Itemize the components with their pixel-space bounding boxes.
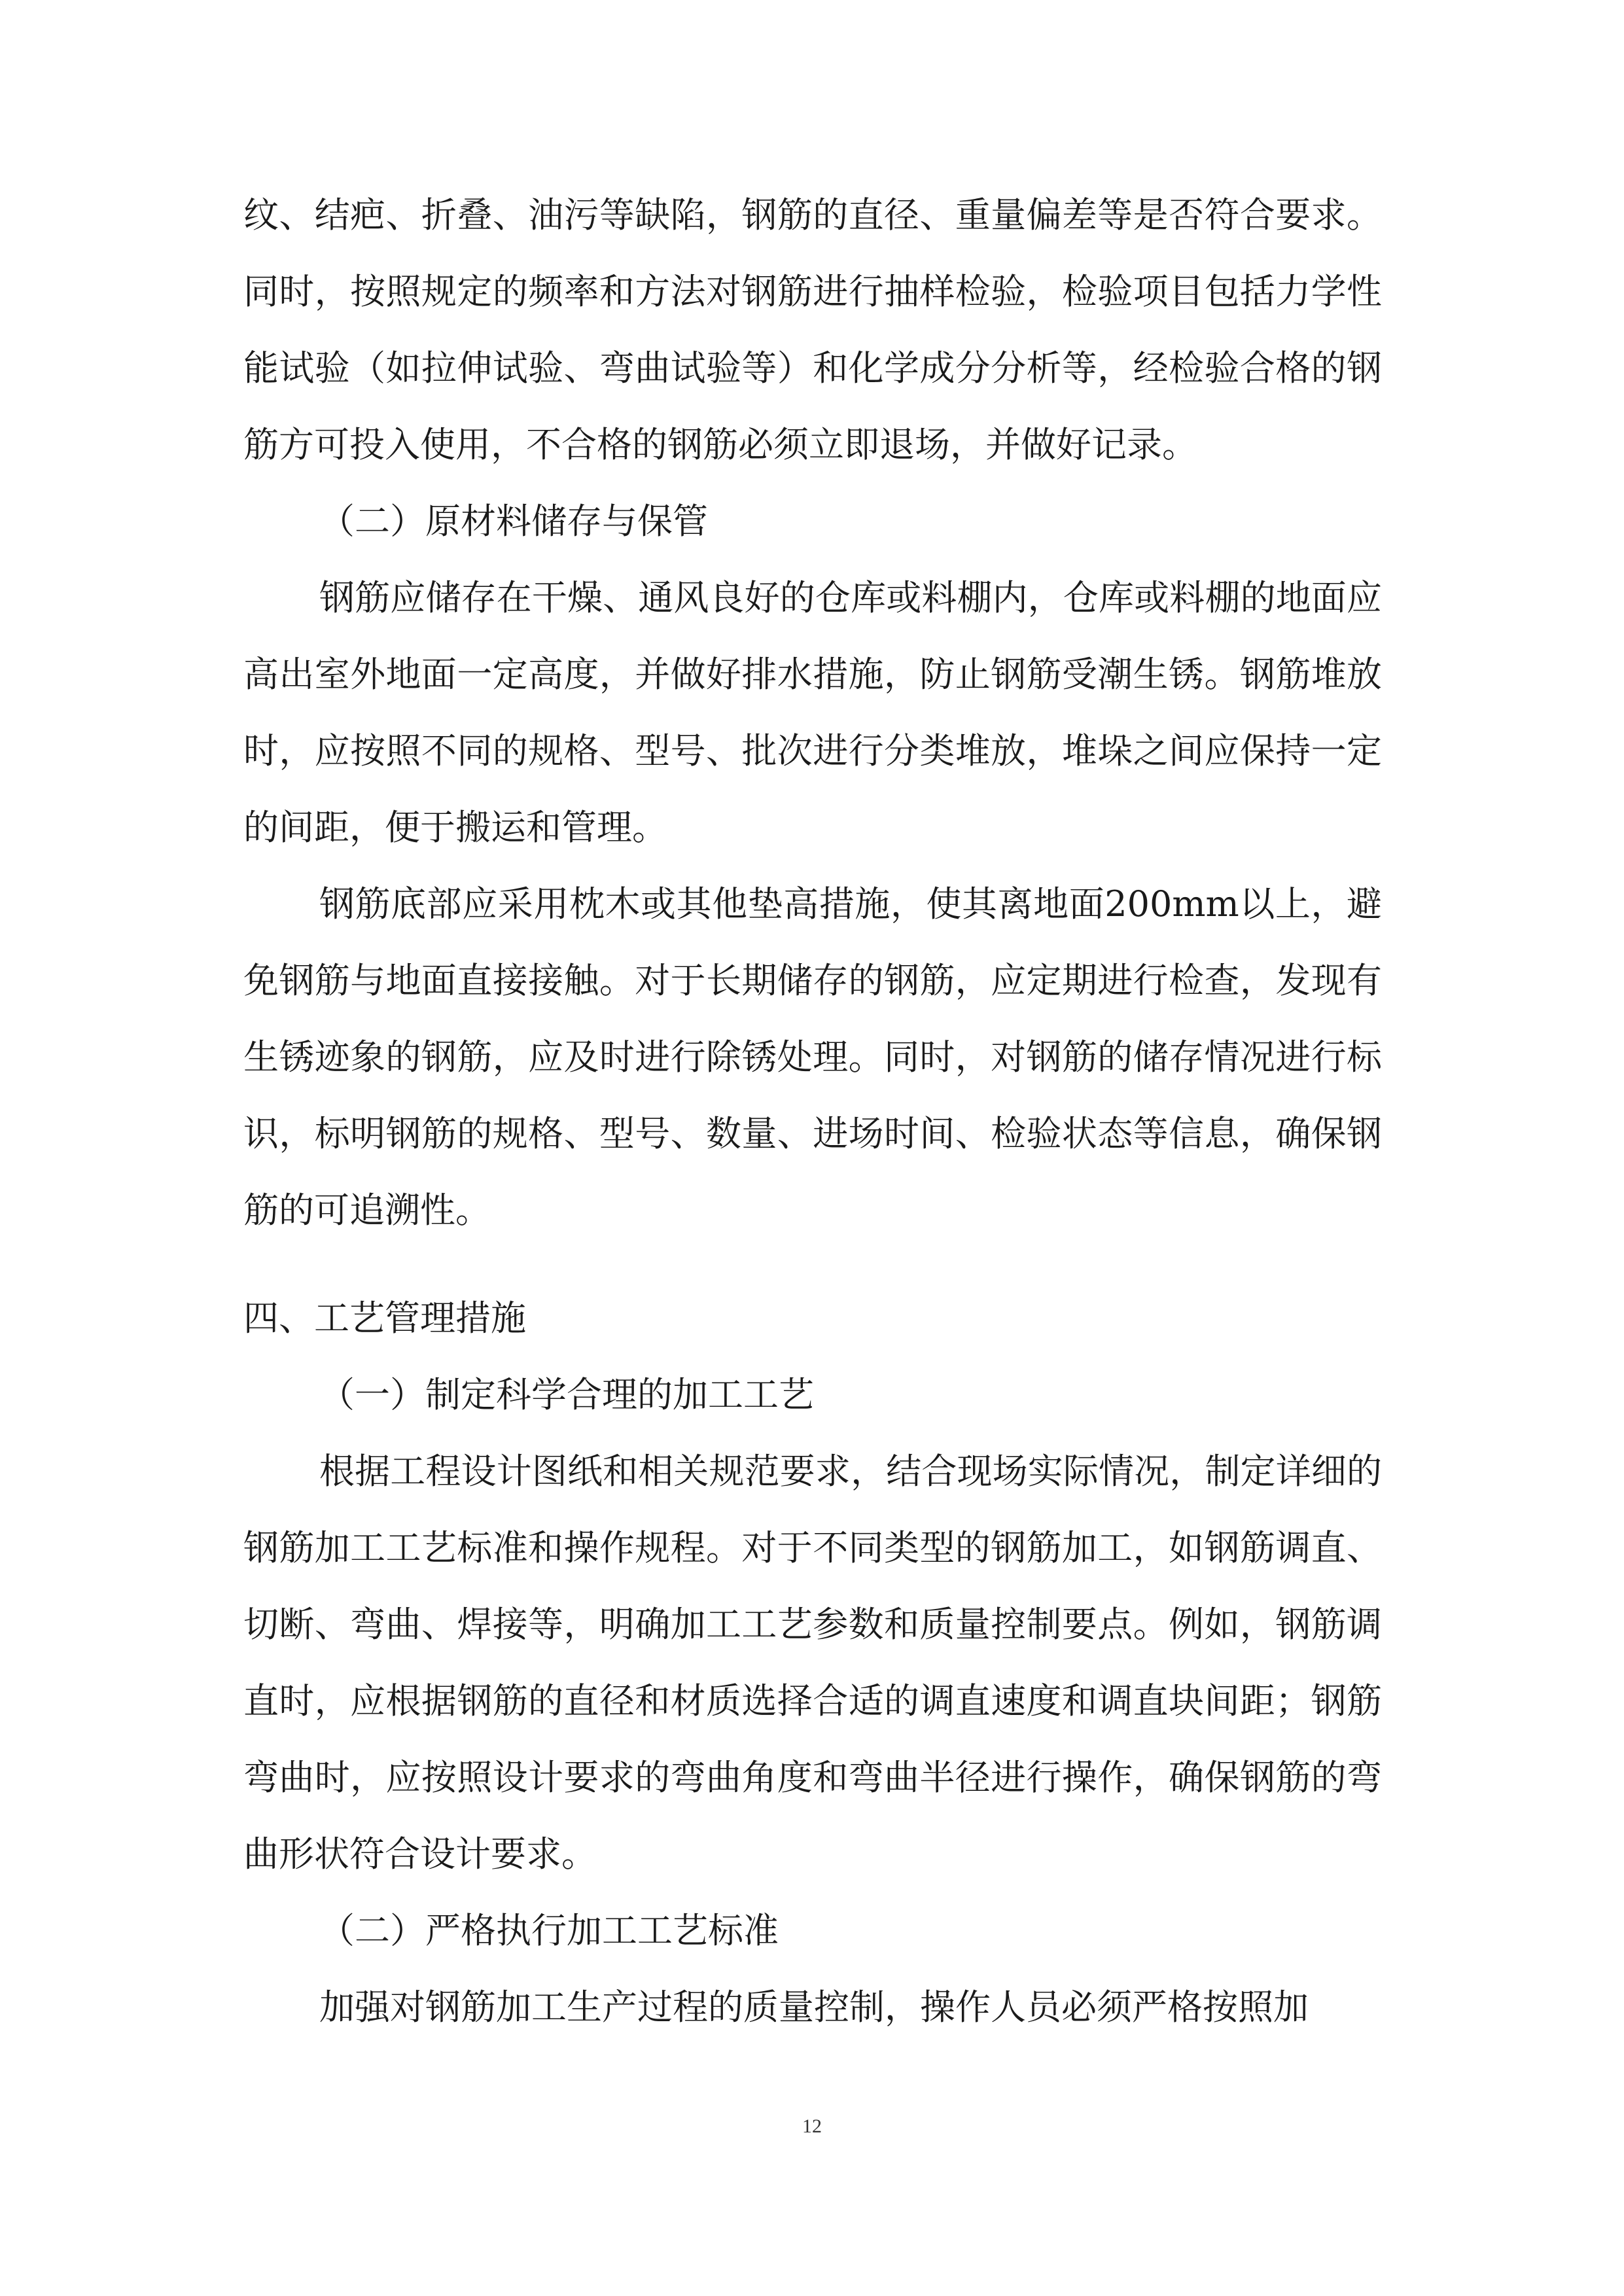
paragraph-storage-elevation: 钢筋底部应采用枕木或其他垫高措施，使其离地面200mm以上，避免钢筋与地面直接接触。对于长期储存的钢筋，应定期进行检查，发现有生锈迹象的钢筋，应及时进行除锈处理。同时，对钢筋的储存情况进行标识，标明钢筋的规格、型号、数量、进场时间、检验状态等信息，确保钢筋的可追溯性。 (243, 883, 1382, 1231)
paragraph-process-design: 根据工程设计图纸和相关规范要求，结合现场实际情况，制定详细的钢筋加工工艺标准和操作规程。对于不同类型的钢筋加工，如钢筋调直、切断、弯曲、焊接等，明确加工工艺参数和质量控制要点。例如，钢筋调直时，应根据钢筋的直径和材质选择合适的调直速度和调直块间距；钢筋弯曲时，应按照设计要求的弯曲角度和弯曲半径进行操作，确保钢筋的弯曲形状符合设计要求。 (243, 1451, 1382, 1875)
paragraph-process-execution: 加强对钢筋加工生产过程的质量控制，操作人员必须严格按照加 (319, 1987, 1309, 2028)
paragraph-storage-warehouse: 钢筋应储存在干燥、通风良好的仓库或料棚内，仓库或料棚的地面应高出室外地面一定高度，并做好排水措施，防止钢筋受潮生锈。钢筋堆放时，应按照不同的规格、型号、批次进行分类堆放，堆垛之间应保持一定的间距，便于搬运和管理。 (243, 577, 1382, 848)
paragraph-inspection-continued: 纹、结疤、折叠、油污等缺陷，钢筋的直径、重量偏差等是否符合要求。同时，按照规定的频率和方法对钢筋进行抽样检验，检验项目包括力学性能试验（如拉伸试验、弯曲试验等）和化学成分分析等，经检验合格的钢筋方可投入使用，不合格的钢筋必须立即退场，并做好记录。 (243, 194, 1382, 465)
document-body (243, 177, 1382, 2045)
subheading-storage: （二）原材料储存与保管 (319, 501, 708, 542)
subheading-process-design: （一）制定科学合理的加工工艺 (319, 1374, 814, 1415)
subheading-process-execution: （二）严格执行加工工艺标准 (319, 1910, 779, 1951)
page-number: 12 (802, 2115, 822, 2137)
section-heading-process-management: 四、工艺管理措施 (243, 1298, 526, 1339)
